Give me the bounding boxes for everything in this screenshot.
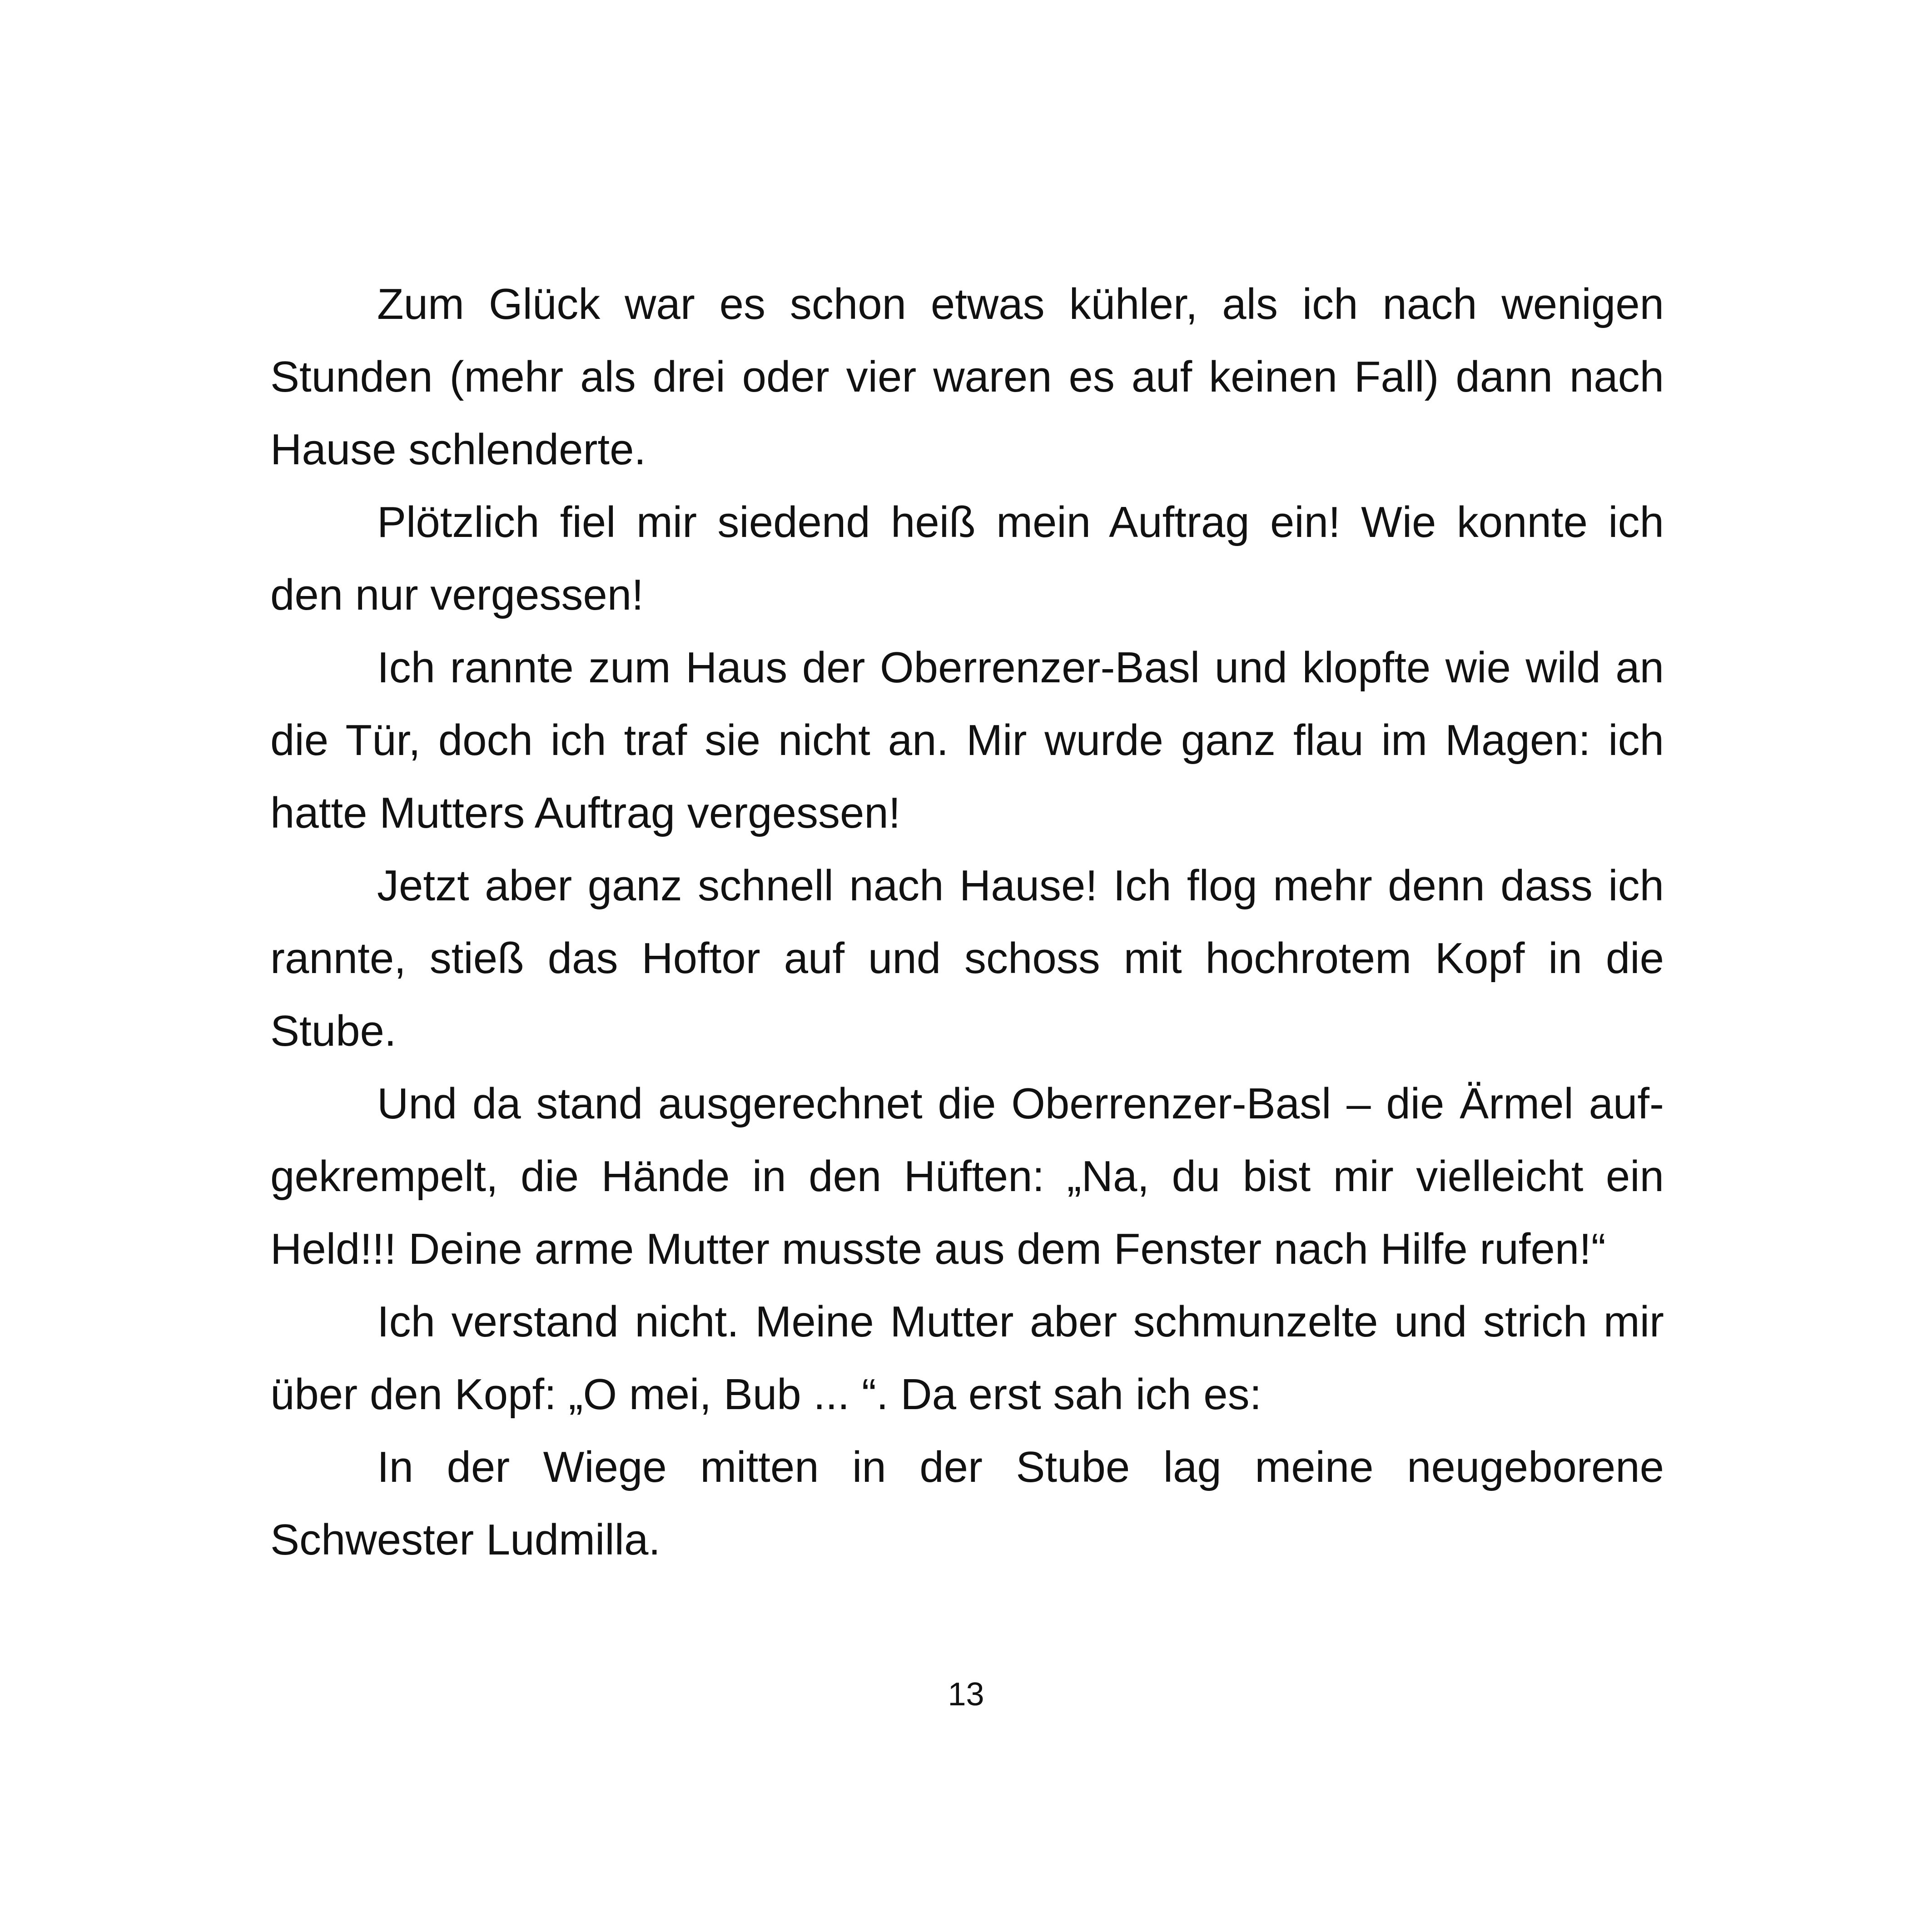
page-number: 13 — [948, 1676, 984, 1713]
paragraph: Und da stand ausgerechnet die Oberrenzer-Basl – die Ärmel auf-gekrempelt, die Hände in den Hüften: „Na, du bist mir vielleicht ein Held!!! Deine arme Mutter musste aus dem Fenster nach Hilfe rufen!“ — [270, 1079, 1664, 1273]
body-text — [270, 268, 1664, 1576]
paragraph: Zum Glück war es schon etwas kühler, als ich nach wenigen Stunden (mehr als drei oder vier waren es auf keinen Fall) dann nach Hause schlenderte. — [270, 280, 1664, 474]
paragraph: Plötzlich fiel mir siedend heiß mein Auftrag ein! Wie konnte ich den nur vergessen! — [270, 498, 1664, 619]
paragraph: Ich rannte zum Haus der Oberrenzer-Basl und klopfte wie wild an die Tür, doch ich traf sie nicht an. Mir wurde ganz flau im Magen: ich hatte Mutters Auftrag vergessen! — [270, 643, 1664, 837]
paragraph: In der Wiege mitten in der Stube lag meine neugeborene Schwester Ludmilla. — [270, 1443, 1664, 1564]
paragraph: Ich verstand nicht. Meine Mutter aber schmunzelte und strich mir über den Kopf: „O mei, Bub ... “. Da erst sah ich es: — [270, 1297, 1664, 1419]
paragraph: Jetzt aber ganz schnell nach Hause! Ich flog mehr denn dass ich rannte, stieß das Hoftor auf und schoss mit hochrotem Kopf in die Stube. — [270, 861, 1664, 1055]
